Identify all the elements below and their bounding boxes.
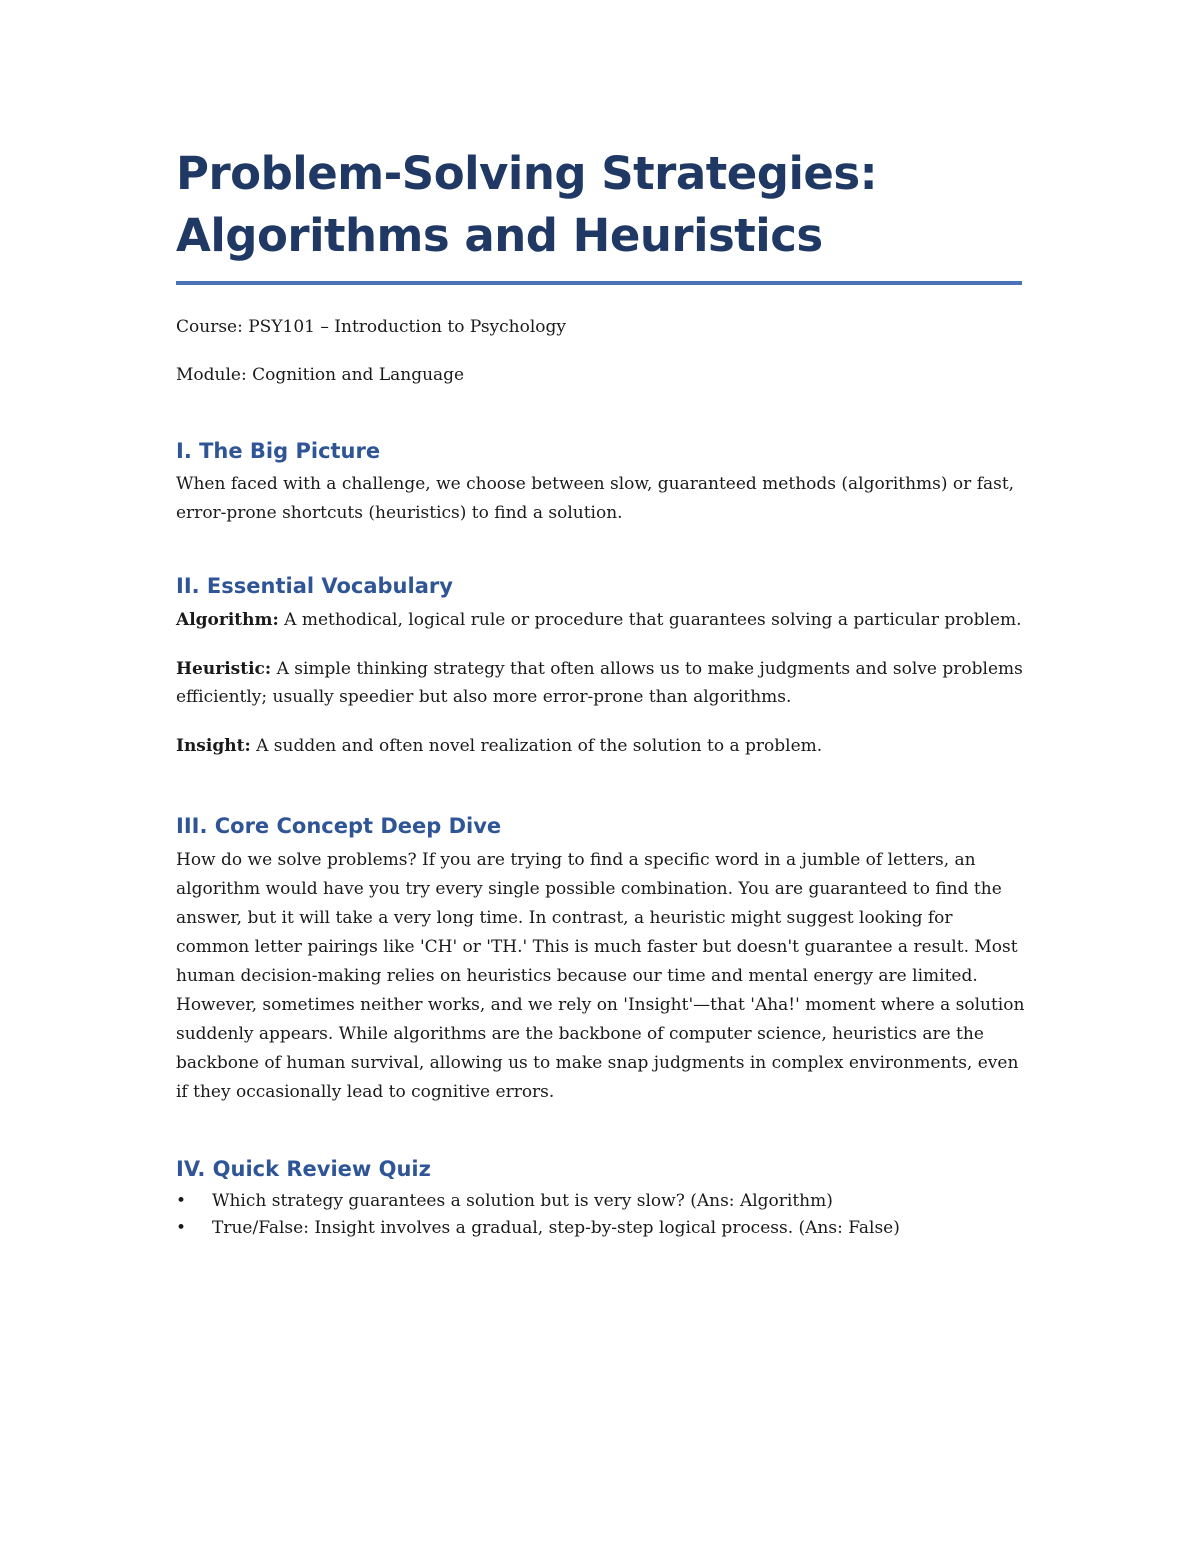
section-heading-big-picture: I. The Big Picture — [176, 439, 381, 463]
list-item — [176, 1215, 1026, 1242]
module-line: Module: Cognition and Language — [176, 365, 465, 385]
bullet-icon: • — [176, 1191, 187, 1211]
document-body — [176, 143, 1026, 1242]
course-line: Course: PSY101 – Introduction to Psychology — [176, 317, 567, 337]
vocab-term: Algorithm: — [176, 610, 279, 630]
vocab-definition: A sudden and often novel realization of the solution to a problem. — [250, 736, 823, 756]
vocab-term: Heuristic: — [176, 659, 272, 679]
quiz-question: Which strategy guarantees a solution but is very slow? (Ans: Algorithm) — [212, 1191, 833, 1211]
vocab-item-insight — [176, 732, 1026, 760]
document-title: Problem-Solving Strategies: Algorithms and Heuristics — [176, 143, 1022, 285]
section-heading-deep-dive: III. Core Concept Deep Dive — [176, 814, 502, 838]
list-item — [176, 1188, 1026, 1215]
big-picture-text: When faced with a challenge, we choose between slow, guaranteed methods (algorithms) or fast, error-prone shortcuts (heuristics) to find a solution. — [176, 474, 1015, 523]
quiz-question: True/False: Insight involves a gradual, step-by-step logical process. (Ans: False) — [212, 1218, 900, 1238]
vocab-item-algorithm — [176, 606, 1026, 634]
vocab-definition: A methodical, logical rule or procedure that guarantees solving a particular problem. — [278, 610, 1022, 630]
quiz-list — [176, 1188, 1026, 1242]
deep-dive-text: How do we solve problems? If you are trying to find a specific word in a jumble of letters, an algorithm would have you try every single possible combination. You are guaranteed to find the answer, but it will take a very long time. In contrast, a heuristic might suggest looking for common letter pairings like 'CH' or 'TH.' This is much faster but doesn't guarantee a result. Most human decision-making relies on heuristics because our time and mental energy are limited. However, sometimes neither works, and we rely on 'Insight'—that 'Aha!' moment where a solution suddenly appears. While algorithms are the backbone of computer science, heuristics are the backbone of human survival, allowing us to make snap judgments in complex environments, even if they occasionally lead to cognitive errors. — [176, 850, 1025, 1102]
vocab-term: Insight: — [176, 736, 251, 756]
section-heading-quiz: IV. Quick Review Quiz — [176, 1157, 431, 1181]
bullet-icon: • — [176, 1218, 187, 1238]
vocab-definition: A simple thinking strategy that often allows us to make judgments and solve problems efficiently; usually speedier but also more error-prone than algorithms. — [176, 659, 1023, 707]
vocab-item-heuristic — [176, 655, 1026, 711]
section-heading-vocabulary: II. Essential Vocabulary — [176, 574, 453, 598]
